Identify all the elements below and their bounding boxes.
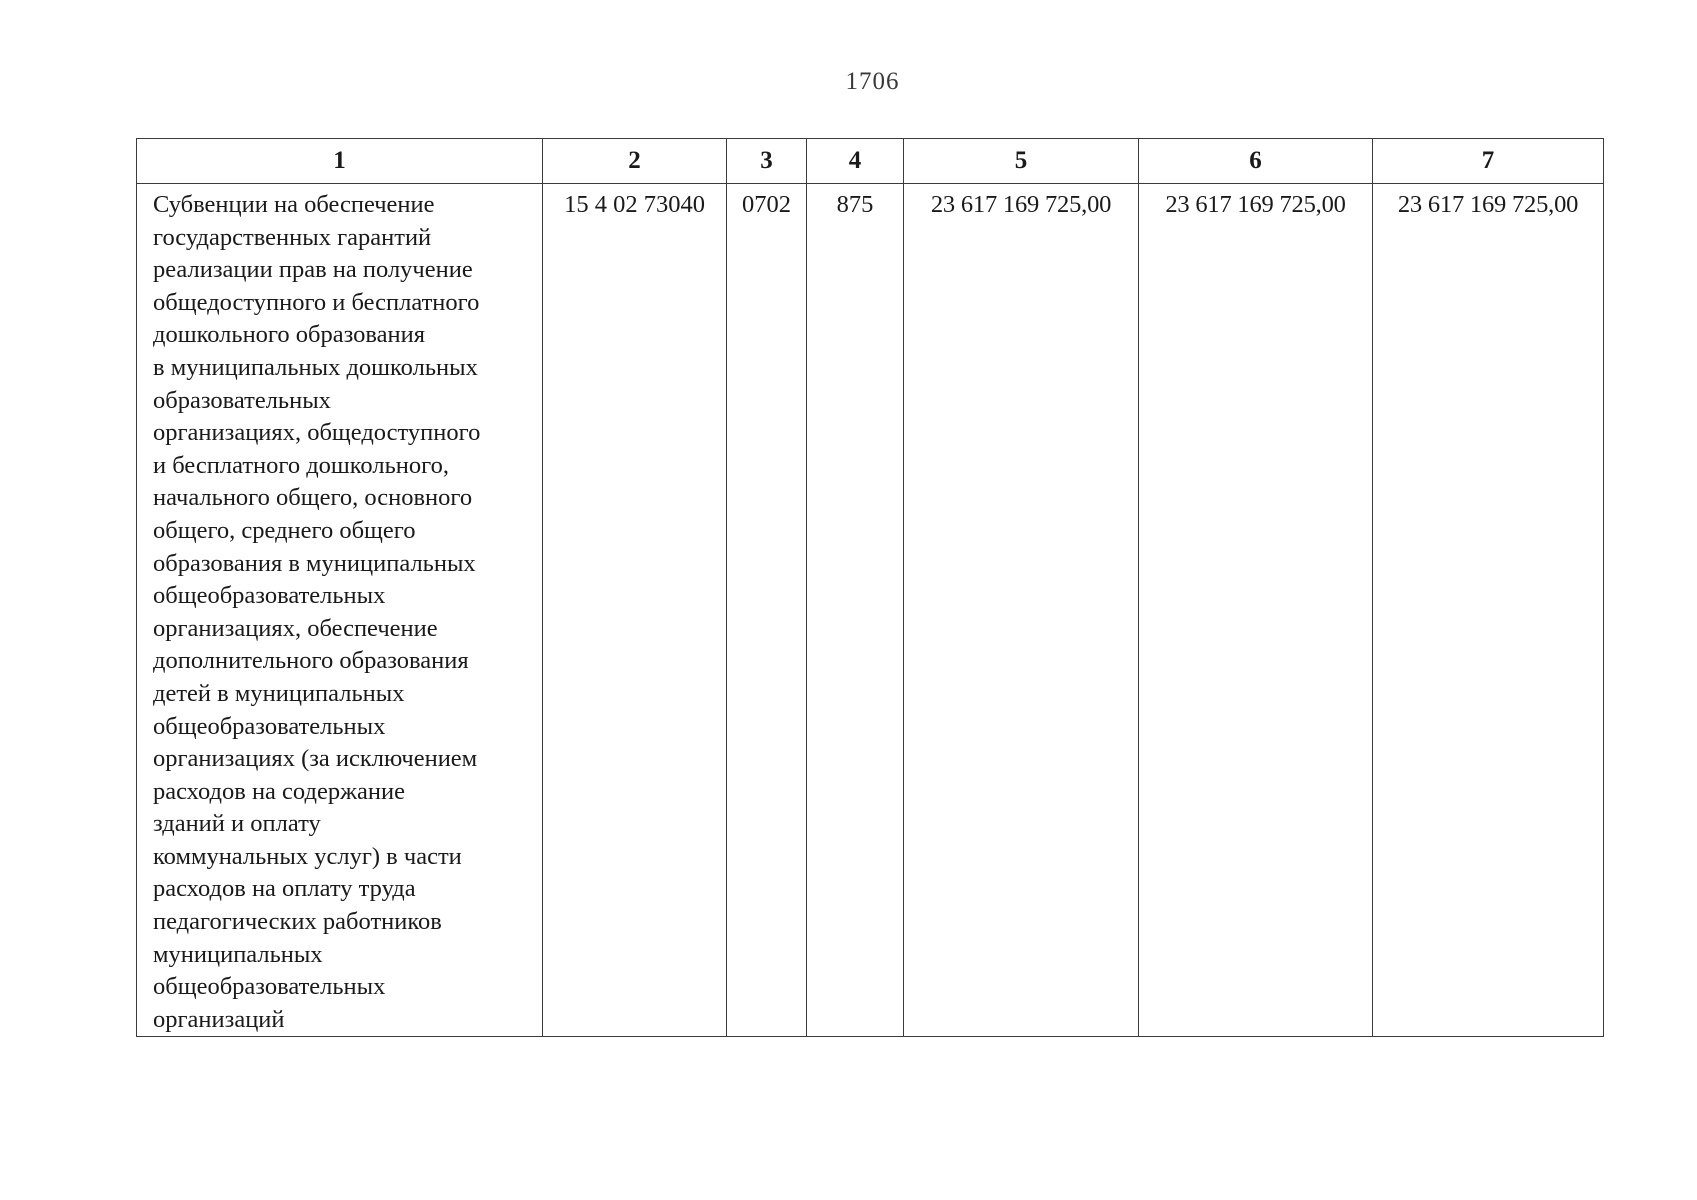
description-line: образовательных xyxy=(153,386,331,414)
target-code-cell: 15 4 02 73040 xyxy=(543,184,727,1037)
description-line: и бесплатного дошкольного, xyxy=(153,451,449,479)
column-header-3: 3 xyxy=(727,139,807,184)
description-line: общего, среднего общего xyxy=(153,516,416,544)
column-header-1: 1 xyxy=(137,139,543,184)
description-line: педагогических работников xyxy=(153,908,442,936)
column-header-2: 2 xyxy=(543,139,727,184)
description-line: расходов на оплату труда xyxy=(153,875,416,903)
amount-cell-col7: 23 617 169 725,00 xyxy=(1373,184,1604,1037)
amount-cell-col6: 23 617 169 725,00 xyxy=(1139,184,1373,1037)
description-line: государственных гарантий xyxy=(153,223,432,251)
page-number: 1706 xyxy=(845,68,900,95)
description-line: в муниципальных дошкольных xyxy=(153,353,478,381)
description-line: общедоступного и бесплатного xyxy=(153,288,480,316)
description-line: общеобразовательных xyxy=(153,973,386,1001)
description-line: общеобразовательных xyxy=(153,712,386,740)
description-line: организациях, обеспечение xyxy=(153,614,438,642)
table-header-row xyxy=(137,139,1604,184)
column-header-4: 4 xyxy=(807,139,904,184)
description-line: расходов на содержание xyxy=(153,777,405,805)
description-line: Субвенции на обеспечение xyxy=(153,191,435,218)
column-header-7: 7 xyxy=(1373,139,1604,184)
expense-type-code-cell: 875 xyxy=(807,184,904,1037)
description-line: общеобразовательных xyxy=(153,582,386,610)
budget-table xyxy=(136,138,1604,1037)
description-line: детей в муниципальных xyxy=(153,679,405,707)
description-line: муниципальных xyxy=(153,940,323,968)
description-line: реализации прав на получение xyxy=(153,256,473,284)
description-line: образования в муниципальных xyxy=(153,549,476,577)
description-line: организациях (за исключением xyxy=(153,745,478,773)
description-line: организациях, общедоступного xyxy=(153,419,481,447)
description-line: начального общего, основного xyxy=(153,484,473,512)
budget-table-container xyxy=(136,138,1603,1037)
description-line: коммунальных услуг) в части xyxy=(153,842,462,870)
section-code-cell: 0702 xyxy=(727,184,807,1037)
description-line: дошкольного образования xyxy=(153,321,425,349)
description-line: организаций xyxy=(153,1005,285,1033)
amount-cell-col5: 23 617 169 725,00 xyxy=(904,184,1139,1037)
description-line: дополнительного образования xyxy=(153,647,469,675)
column-header-6: 6 xyxy=(1139,139,1373,184)
table-row xyxy=(137,184,1604,1037)
description-line: зданий и оплату xyxy=(153,810,321,838)
column-header-5: 5 xyxy=(904,139,1139,184)
row-description-cell xyxy=(137,184,543,1037)
